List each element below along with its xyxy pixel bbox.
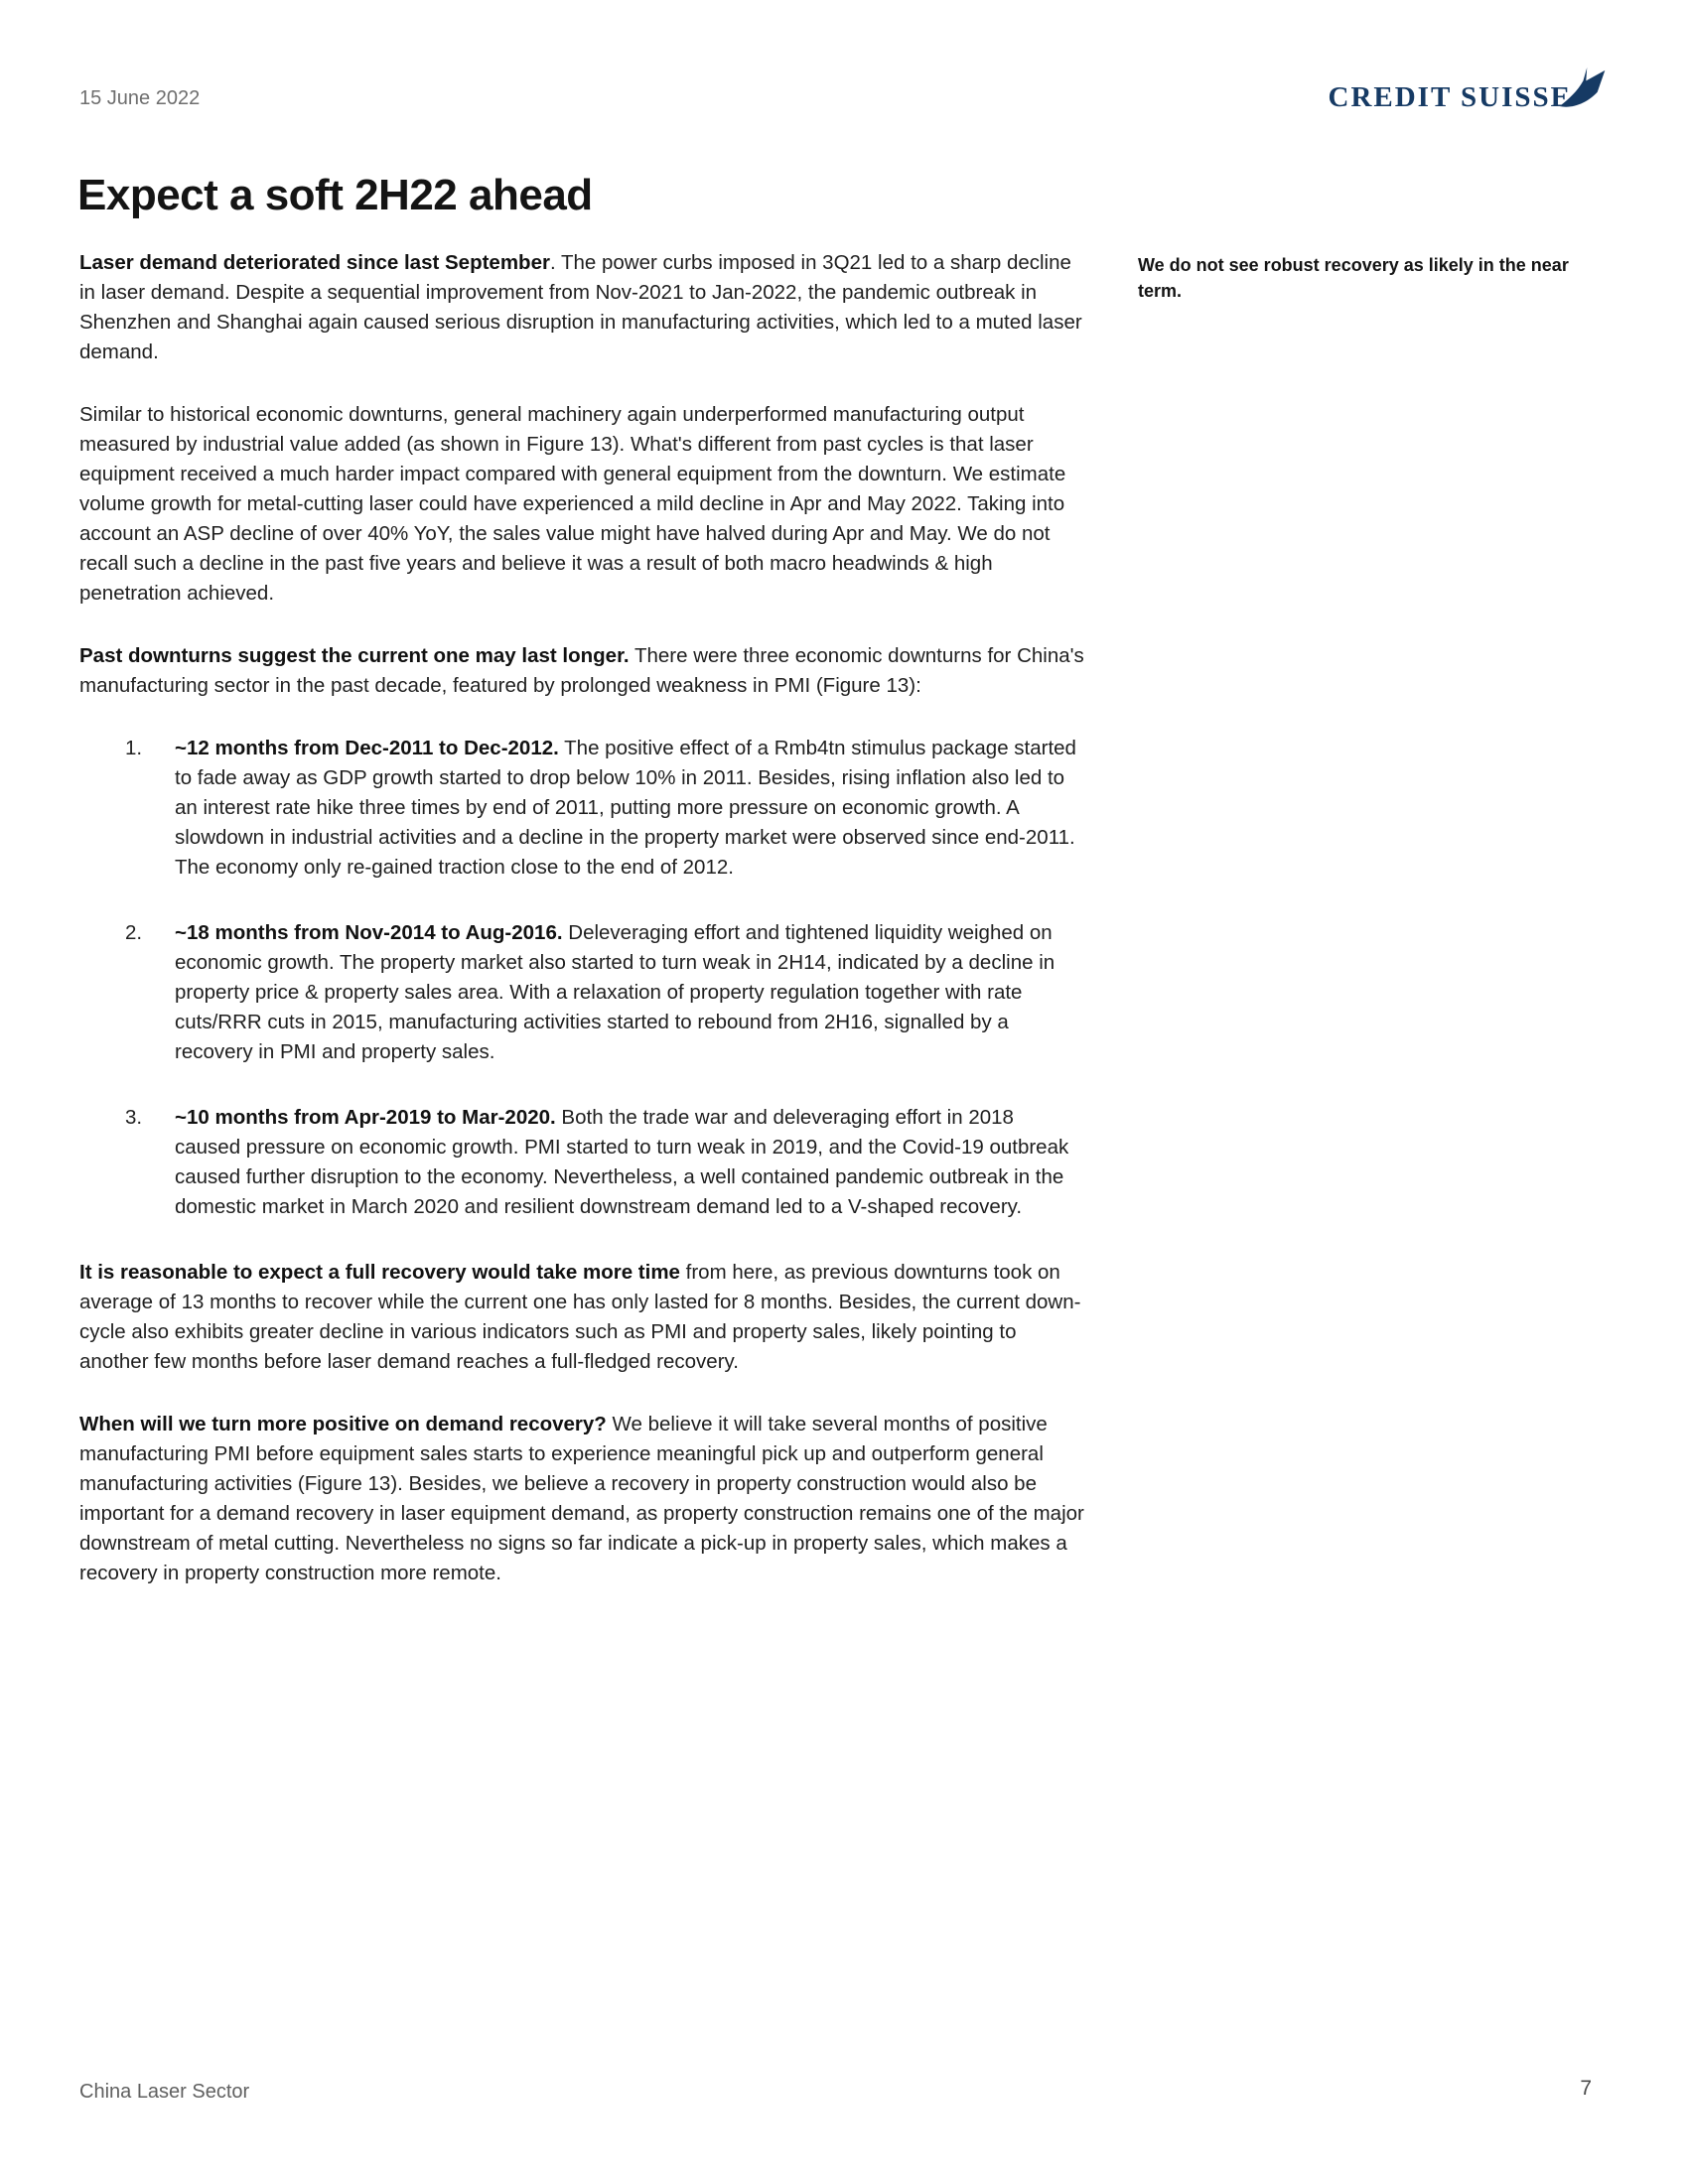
paragraph-text: Similar to historical economic downturns, general machinery again underperformed manufacturing output measured by industrial value added (as shown in Figure 13). What's different from past cycles is that laser equipment received a much harder impact compared with general equipment from the downturn. We estimate volume growth for metal-cutting laser could have experienced a mild decline in Apr and May 2022. Taking into account an ASP decline of over 40% YoY, the sales value might have halved during Apr and May. We do not recall such a decline in the past five years and believe it was a result of both macro headwinds & high penetration achieved. [79,403,1066,605]
downturn-list [79,734,1084,1222]
list-item-body: Both the trade war and deleveraging effort in 2018 caused pressure on economic growth. PMI started to turn weak in 2019, and the Covid-19 outbreak caused further disruption to the economy. Nevertheless, a well contained pandemic outbreak in the domestic market in March 2020 and resilient downstream demand led to a V-shaped recovery. [175,1106,1069,1218]
article-body [79,248,1084,1621]
page-title: Expect a soft 2H22 ahead [77,171,593,219]
paragraph-text: We believe it will take several months of positive manufacturing PMI before equipment sales starts to experience meaningful pick up and outperform general manufacturing activities (Figure 13). Besides, we believe a recovery in property construction would also be important for a demand recovery in laser equipment demand, as property construction remains one of the major downstream of metal cutting. Nevertheless no signs so far indicate a pick-up in property sales, which makes a recovery in property construction more remote. [79,1413,1084,1584]
list-number: 2. [125,921,143,944]
list-item-text [175,918,1084,1067]
paragraph-text: from here, as previous downturns took on average of 13 months to recover while the current one has only lasted for 8 months. Besides, the current down-cycle also exhibits greater decline in various indicators such as PMI and property sales, likely pointing to another few months before laser demand reaches a full-fledged recovery. [79,1261,1081,1373]
paragraph-laser-demand [79,248,1084,367]
paragraph-lead: It is reasonable to expect a full recovery would take more time [79,1261,680,1284]
paragraph-historical-downturns [79,400,1084,609]
paragraph-lead: Past downturns suggest the current one may last longer. [79,644,630,667]
paragraph-lead: Laser demand deteriorated since last September [79,251,550,274]
list-item [79,734,1084,883]
sail-icon [1559,68,1606,107]
list-item [79,918,1084,1067]
list-number: 3. [125,1106,143,1129]
footer-page-number: 7 [1580,2077,1592,2100]
paragraph-text: There were three economic downturns for China's manufacturing sector in the past decade, featured by prolonged weakness in PMI (Figure 13): [79,644,1084,697]
paragraph-lead: When will we turn more positive on demand recovery? [79,1413,607,1435]
list-item-lead: ~10 months from Apr-2019 to Mar-2020. [175,1106,556,1129]
list-item-text [175,1103,1084,1222]
list-item-text [175,734,1084,883]
list-item-body: The positive effect of a Rmb4tn stimulus package started to fade away as GDP growth started to drop below 10% in 2011. Besides, rising inflation also led to an interest rate hike three times by end of 2011, putting more pressure on economic growth. A slowdown in industrial activities and a decline in the property market were observed since end-2011. The economy only re-gained traction close to the end of 2012. [175,737,1076,879]
paragraph-past-downturns [79,641,1084,701]
paragraph-full-recovery [79,1258,1084,1377]
list-item-body: Deleveraging effort and tightened liquidity weighed on economic growth. The property market also started to turn weak in 2H14, indicated by a decline in property price & property sales area. With a relaxation of property regulation together with rate cuts/RRR cuts in 2015, manufacturing activities started to rebound from 2H16, signalled by a recovery in PMI and property sales. [175,921,1055,1063]
list-item [79,1103,1084,1222]
brand-wordmark: CREDIT SUISSE [1328,81,1572,113]
footer-document-title: China Laser Sector [79,2081,250,2103]
list-item-lead: ~18 months from Nov-2014 to Aug-2016. [175,921,563,944]
report-date: 15 June 2022 [79,87,201,109]
list-item-lead: ~12 months from Dec-2011 to Dec-2012. [175,737,559,759]
list-number: 1. [125,737,143,759]
margin-note: We do not see robust recovery as likely in the near term. [1138,255,1569,301]
paragraph-text: . The power curbs imposed in 3Q21 led to a sharp decline in laser demand. Despite a sequential improvement from Nov-2021 to Jan-2022, the pandemic outbreak in Shenzhen and Shanghai again caused serious disruption in manufacturing activities, which led to a muted laser demand. [79,251,1082,363]
paragraph-demand-recovery [79,1410,1084,1588]
credit-suisse-logo [1273,60,1611,123]
